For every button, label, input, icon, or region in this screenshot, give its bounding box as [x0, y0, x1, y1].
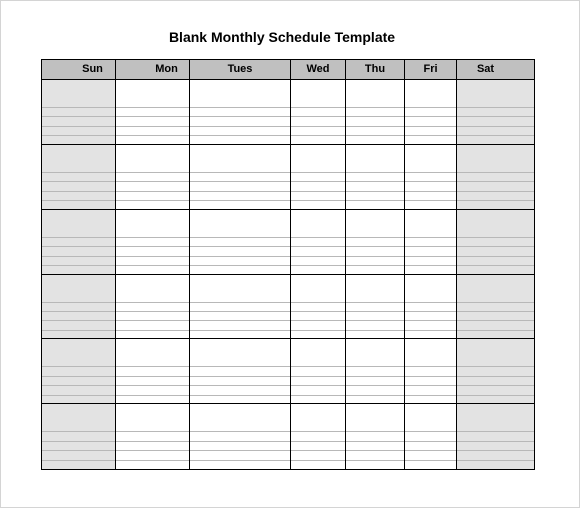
day-header-mon: Mon — [155, 63, 178, 75]
day-header-wed: Wed — [306, 63, 330, 75]
column-divider — [189, 60, 190, 469]
day-header-thu: Thu — [364, 63, 386, 75]
column-divider — [115, 60, 116, 469]
page-title: Blank Monthly Schedule Template — [168, 29, 396, 45]
calendar-grid — [41, 59, 535, 470]
column-divider — [456, 60, 457, 469]
day-header-tues: Tues — [227, 63, 253, 75]
day-header-fri: Fri — [423, 63, 438, 75]
column-divider — [404, 60, 405, 469]
day-header-sat: Sat — [476, 63, 495, 75]
column-divider — [345, 60, 346, 469]
column-divider — [290, 60, 291, 469]
day-header-sun: Sun — [82, 63, 103, 75]
